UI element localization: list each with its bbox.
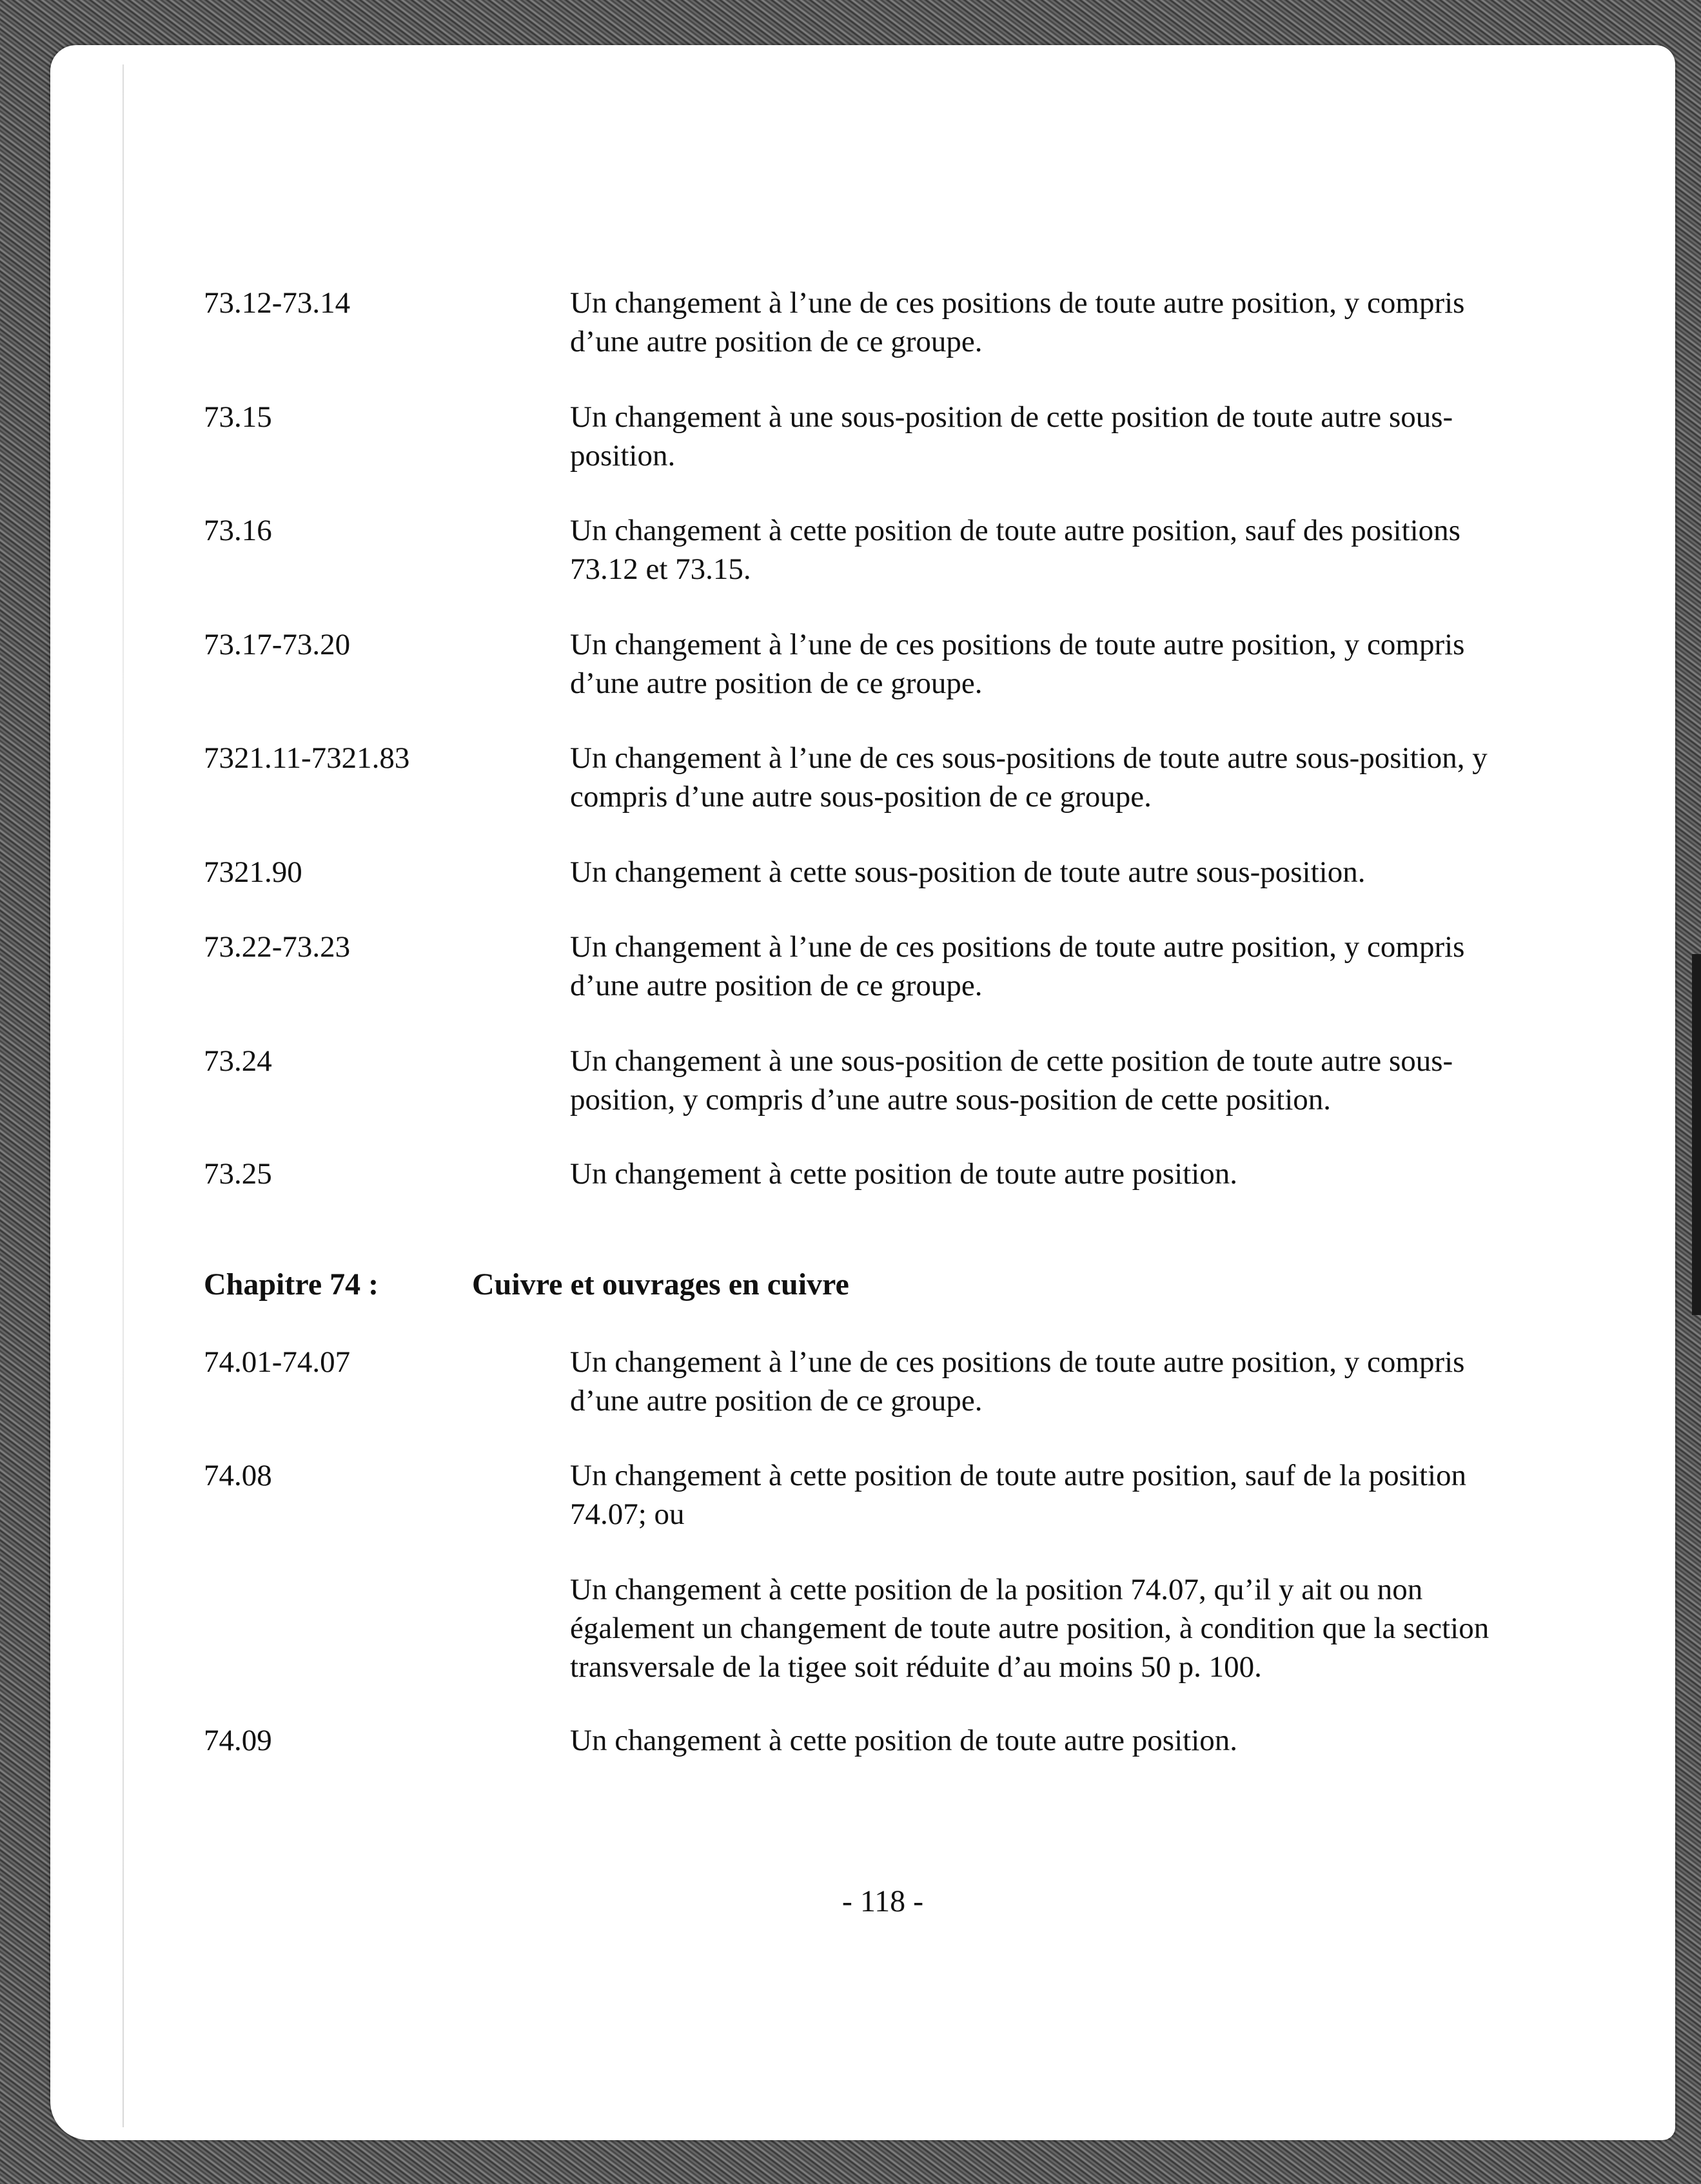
rule-text <box>570 398 1576 475</box>
tariff-code: 73.24 <box>204 1044 272 1078</box>
rule-line: position. <box>570 439 676 473</box>
rule-text <box>570 625 1576 703</box>
rule-line: Un changement à une sous-position de cette position de toute autre sous- <box>570 400 1453 434</box>
rule-text <box>570 1042 1576 1119</box>
rule-text <box>570 1155 1576 1193</box>
rule-line: d’une autre position de ce groupe. <box>570 325 983 358</box>
rule-line: Un changement à cette sous-position de toute autre sous-position. <box>570 855 1366 889</box>
rule-text <box>570 853 1576 892</box>
page-curl-shadow <box>1692 954 1701 1315</box>
chapter-title: Cuivre et ouvrages en cuivre <box>472 1267 849 1302</box>
rule-line: d’une autre position de ce groupe. <box>570 667 983 700</box>
rule-line: 74.07; ou <box>570 1497 685 1531</box>
rule-line: d’une autre position de ce groupe. <box>570 1384 983 1418</box>
rule-line: compris d’une autre sous-position de ce groupe. <box>570 780 1152 814</box>
rule-text <box>570 1721 1576 1760</box>
tariff-code: 73.12-73.14 <box>204 286 351 320</box>
rule-line: Un changement à l’une de ces positions de toute autre position, y compris <box>570 286 1465 320</box>
rule-line: Un changement à l’une de ces positions de toute autre position, y compris <box>570 1345 1465 1379</box>
rule-line: Un changement à l’une de ces positions de toute autre position, y compris <box>570 628 1465 661</box>
rule-text <box>570 1343 1576 1420</box>
rule-text <box>570 1456 1576 1534</box>
page-fold-line <box>123 64 124 2127</box>
rule-line: Un changement à cette position de toute autre position. <box>570 1724 1238 1757</box>
tariff-code: 74.08 <box>204 1459 272 1492</box>
rule-line: Un changement à l’une de ces sous-positions de toute autre sous-position, y <box>570 741 1488 775</box>
page-number: - 118 - <box>841 1884 924 1918</box>
rule-text <box>570 284 1576 361</box>
rule-line: Un changement à cette position de toute autre position, sauf des positions <box>570 514 1460 547</box>
tariff-code: 73.25 <box>204 1157 272 1191</box>
tariff-code: 73.17-73.20 <box>204 628 351 661</box>
rule-line: d’une autre position de ce groupe. <box>570 969 983 1002</box>
tariff-code: 74.09 <box>204 1724 272 1757</box>
rule-line: 73.12 et 73.15. <box>570 552 751 586</box>
rule-text <box>570 1570 1576 1686</box>
tariff-code: 7321.11-7321.83 <box>204 741 410 775</box>
tariff-code: 73.22-73.23 <box>204 930 351 964</box>
tariff-code: 73.16 <box>204 514 272 547</box>
rule-line: Un changement à cette position de la position 74.07, qu’il y ait ou non <box>570 1573 1423 1606</box>
rule-text <box>570 511 1576 589</box>
rule-text <box>570 739 1576 816</box>
tariff-code: 74.01-74.07 <box>204 1345 351 1379</box>
rule-line: transversale de la tigee soit réduite d’au moins 50 p. 100. <box>570 1650 1262 1684</box>
rule-line: Un changement à l’une de ces positions de toute autre position, y compris <box>570 930 1465 964</box>
rule-line: position, y compris d’une autre sous-position de cette position. <box>570 1083 1332 1116</box>
rule-line: Un changement à une sous-position de cette position de toute autre sous- <box>570 1044 1453 1078</box>
tariff-code: 73.15 <box>204 400 272 434</box>
rule-line: Un changement à cette position de toute autre position, sauf de la position <box>570 1459 1467 1492</box>
chapter-label: Chapitre 74 : <box>204 1267 379 1302</box>
rule-line: Un changement à cette position de toute autre position. <box>570 1157 1238 1191</box>
rule-line: également un changement de toute autre position, à condition que la section <box>570 1612 1490 1645</box>
rule-text <box>570 928 1576 1005</box>
tariff-code: 7321.90 <box>204 855 302 889</box>
